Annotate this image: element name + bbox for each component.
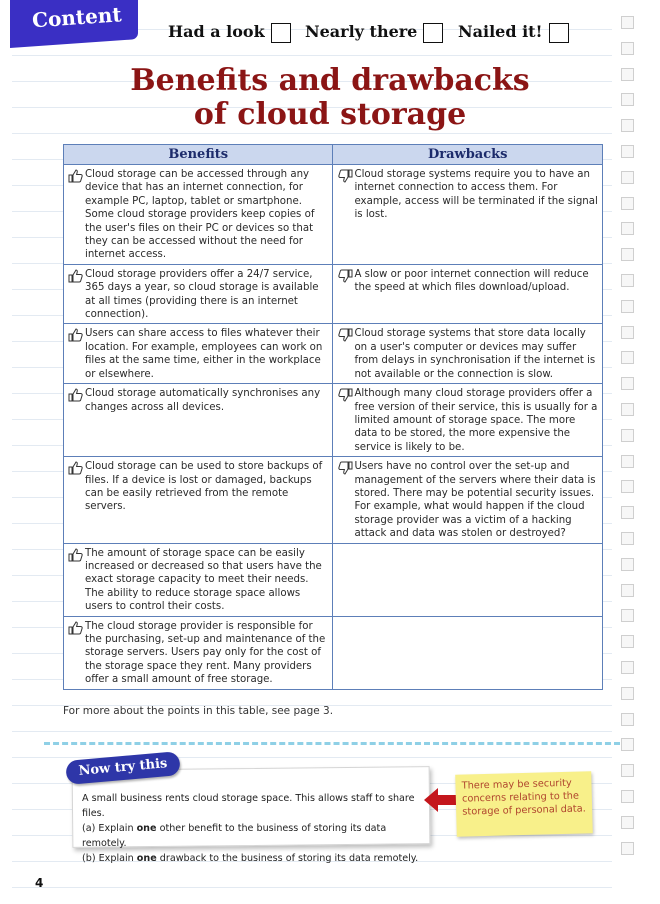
- title-line-2: of cloud storage: [193, 97, 467, 132]
- progress-square-column: [612, 0, 660, 904]
- header-benefits: Benefits: [64, 145, 333, 165]
- thumbs-down-icon: [336, 269, 354, 283]
- margin-square: [621, 661, 634, 674]
- arrow-left-icon: [424, 786, 458, 814]
- margin-square: [621, 635, 634, 648]
- checkbox[interactable]: [549, 23, 569, 43]
- now-try-this-label: Now try this: [65, 751, 181, 785]
- header-drawbacks: Drawbacks: [333, 145, 603, 165]
- section-tab: [10, 0, 138, 48]
- margin-square: [621, 506, 634, 519]
- margin-square: [621, 738, 634, 751]
- question-intro: A small business rents cloud storage space. This allows staff to share files.: [82, 793, 415, 819]
- table-row: [64, 324, 603, 384]
- margin-square: [621, 455, 634, 468]
- margin-square: [621, 42, 634, 55]
- cell-text: Cloud storage automatically synchronises any changes across all devices.: [85, 388, 321, 413]
- table-body: [64, 165, 603, 690]
- benefit-cell: [64, 616, 333, 689]
- question-a-prefix: (a) Explain: [82, 823, 137, 834]
- margin-square: [621, 274, 634, 287]
- question-b: [82, 851, 422, 866]
- title-line-1: Benefits and drawbacks: [130, 63, 530, 98]
- question-a: [82, 821, 422, 851]
- table-header-row: [64, 145, 603, 165]
- cell-text: Users have no control over the set-up and management of the servers where their data is stored. There may be potential security issues. For example, what would happen if the cloud storage provider was a victim of a hacking attack and data was stolen or destroyed?: [354, 461, 596, 540]
- margin-square: [621, 429, 634, 442]
- cell-text: Users can share access to files whatever their location. For example, employees can work on files at the same time, either in the workplace or elsewhere.: [85, 328, 323, 380]
- drawback-cell: [333, 165, 603, 265]
- check-had-a-look[interactable]: [168, 22, 291, 43]
- benefits-drawbacks-table: [63, 144, 603, 690]
- margin-square: [621, 558, 634, 571]
- thumbs-down-icon: [336, 461, 354, 475]
- now-try-this-text: [82, 791, 422, 866]
- question-b-suffix: drawback to the business of storing its data remotely.: [156, 853, 419, 864]
- thumbs-down-icon: [336, 169, 354, 183]
- table-footnote: For more about the points in this table, see page 3.: [63, 705, 334, 717]
- question-a-suffix: other benefit to the business of storing its data remotely.: [82, 823, 387, 849]
- cell-text: Although many cloud storage providers offer a free version of their service, this is usually for a limited amount of storage space. The more data to be stored, the more expensive the service is likely to be.: [354, 388, 598, 453]
- table-row: [64, 384, 603, 457]
- check-nailed-it[interactable]: [458, 22, 569, 43]
- table-row: [64, 543, 603, 616]
- table-row: [64, 264, 603, 324]
- question-b-prefix: (b) Explain: [82, 853, 137, 864]
- margin-square: [621, 326, 634, 339]
- check-label: Nailed it!: [458, 22, 543, 41]
- question-a-bold: one: [136, 823, 157, 834]
- margin-square: [621, 145, 634, 158]
- margin-square: [621, 687, 634, 700]
- thumbs-down-icon: [336, 328, 354, 342]
- margin-square: [621, 842, 634, 855]
- cell-text: The cloud storage provider is responsible for the purchasing, set-up and maintenance of the storage servers. Users pay only for the cost of the storage space they rent. Many providers offer a small amount of free storage.: [85, 620, 326, 686]
- thumbs-down-icon: [336, 388, 354, 402]
- table-row: [64, 616, 603, 689]
- margin-square: [621, 609, 634, 622]
- benefit-cell: [64, 165, 333, 265]
- margin-square: [621, 248, 634, 261]
- check-label: Had a look: [168, 22, 265, 41]
- margin-square: [621, 584, 634, 597]
- margin-square: [621, 377, 634, 390]
- margin-square: [621, 197, 634, 210]
- dashed-divider: [44, 742, 620, 745]
- drawback-cell: [333, 457, 603, 543]
- drawback-cell: [333, 264, 603, 324]
- thumbs-up-icon: [67, 388, 85, 402]
- table-row: [64, 457, 603, 543]
- margin-square: [621, 222, 634, 235]
- checkbox[interactable]: [271, 23, 291, 43]
- checkbox[interactable]: [423, 23, 443, 43]
- benefit-cell: [64, 264, 333, 324]
- thumbs-up-icon: [67, 548, 85, 562]
- margin-square: [621, 764, 634, 777]
- drawback-cell: [333, 543, 603, 616]
- thumbs-up-icon: [67, 461, 85, 475]
- drawback-cell: [333, 324, 603, 384]
- benefit-cell: [64, 384, 333, 457]
- margin-square: [621, 480, 634, 493]
- benefit-cell: [64, 324, 333, 384]
- thumbs-up-icon: [67, 169, 85, 183]
- cell-text: Cloud storage providers offer a 24/7 service, 365 days a year, so cloud storage is available at all times (providing there is an internet connection).: [85, 268, 319, 321]
- drawback-cell: [333, 616, 603, 689]
- thumbs-up-icon: [67, 269, 85, 283]
- cell-text: Cloud storage can be used to store backups of files. If a device is lost or damaged, backups can be easily retrieved from the remote servers.: [85, 461, 323, 513]
- margin-square: [621, 713, 634, 726]
- drawback-cell: [333, 384, 603, 457]
- page-number: 4: [35, 876, 44, 890]
- cell-text: Cloud storage can be accessed through any device that has an internet connection, for example PC, laptop, tablet or smartphone. Some cloud storage providers keep copies of the user's files on their PC or devices so that they can be accessed without the need for internet access.: [85, 169, 315, 261]
- thumbs-up-icon: [67, 328, 85, 342]
- margin-square: [621, 16, 634, 29]
- question-b-bold: one: [136, 853, 157, 864]
- cell-text: Cloud storage systems require you to have an internet connection to access them. For example, access will be terminated if the signal is lost.: [354, 169, 598, 221]
- page-title: [0, 64, 660, 132]
- thumbs-up-icon: [67, 621, 85, 635]
- margin-square: [621, 300, 634, 313]
- margin-square: [621, 790, 634, 803]
- check-label: Nearly there: [305, 22, 418, 41]
- benefit-cell: [64, 457, 333, 543]
- margin-square: [621, 816, 634, 829]
- cell-text: The amount of storage space can be easily increased or decreased so that users have the exact storage capacity to meet their needs. The ability to reduce storage space allows users to control their costs.: [85, 547, 322, 613]
- cell-text: A slow or poor internet connection will reduce the speed at which files download/upload.: [354, 268, 589, 294]
- margin-square: [621, 403, 634, 416]
- margin-square: [621, 351, 634, 364]
- margin-square: [621, 532, 634, 545]
- cell-text: Cloud storage systems that store data locally on a user's computer or devices may suffer from delays in synchronisation if the internet is not available or the connection is slow.: [354, 328, 596, 380]
- table-row: [64, 165, 603, 265]
- check-nearly-there[interactable]: [305, 22, 443, 43]
- left-margin: [0, 0, 12, 904]
- benefit-cell: [64, 543, 333, 616]
- section-tab-label: Content: [31, 2, 123, 33]
- margin-square: [621, 171, 634, 184]
- hint-text: There may be security concerns relating to the storage of personal data.: [461, 777, 586, 818]
